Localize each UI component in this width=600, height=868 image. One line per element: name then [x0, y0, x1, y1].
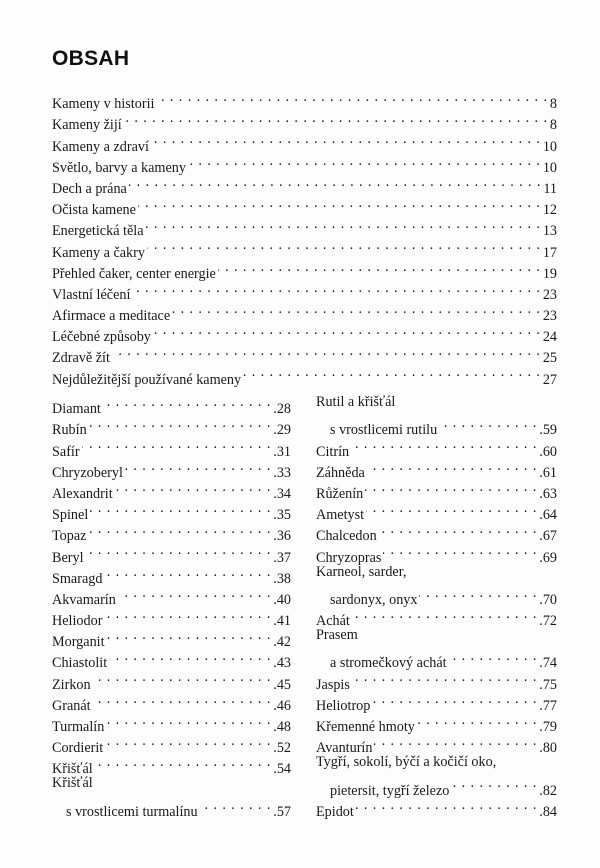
toc-entry-label: Křišťál: [52, 761, 93, 778]
dot-leader: [372, 689, 537, 710]
dot-leader: [147, 235, 541, 256]
toc-entry[interactable]: [316, 667, 557, 693]
toc-page-number: .33: [273, 464, 291, 481]
toc-page-number: .45: [273, 676, 291, 693]
dot-leader: [93, 667, 272, 688]
toc-entry-label: Granát: [52, 697, 91, 714]
toc-entry[interactable]: [52, 129, 557, 155]
toc-page-number: .48: [273, 719, 291, 735]
toc-page-number: .61: [539, 464, 557, 481]
toc-page-number: .75: [539, 676, 557, 693]
toc-entry[interactable]: [316, 689, 557, 714]
toc-page-number: .70: [539, 591, 557, 608]
toc-entry-label: Chryzoberyl: [52, 464, 123, 481]
toc-entry[interactable]: [52, 519, 291, 545]
toc-entry-label: Přehled čaker, center energie: [52, 265, 216, 282]
toc-entry[interactable]: [52, 392, 291, 418]
dot-leader: [374, 731, 537, 752]
dot-leader: [104, 562, 271, 583]
toc-page-number: .42: [273, 634, 291, 651]
toc-entry-label: Prasem: [316, 627, 358, 644]
toc-entry[interactable]: [52, 413, 291, 439]
toc-page-number: 10: [542, 138, 557, 155]
toc-page-number: .35: [273, 507, 291, 524]
toc-page-number: 19: [542, 265, 557, 282]
toc-entry-label: s vrostlicemi rutilu: [330, 422, 438, 439]
toc-entry-label: Jaspis: [316, 676, 350, 693]
toc-entry-label: Zdravě žít: [52, 350, 110, 367]
toc-entry-label: Zirkon: [52, 676, 91, 693]
dot-leader: [138, 193, 541, 214]
toc-entry-label: Smaragd: [52, 570, 103, 587]
toc-page-number: .52: [273, 740, 291, 757]
toc-entry-label: Rubín: [52, 422, 87, 439]
dot-leader: [82, 434, 272, 455]
dot-leader: [124, 108, 548, 129]
toc-entry[interactable]: [52, 456, 291, 481]
dot-leader: [103, 392, 271, 413]
dot-leader: [417, 710, 537, 731]
stones-list-right: [316, 392, 557, 820]
toc-entry-label: Očista kamene: [52, 202, 136, 219]
dot-leader: [90, 498, 271, 519]
dot-leader: [95, 752, 272, 773]
toc-page-number: .54: [273, 761, 291, 778]
dot-leader: [109, 646, 271, 667]
dot-leader: [439, 413, 537, 434]
toc-entry-heading[interactable]: [316, 562, 557, 583]
toc-page-number: .82: [539, 782, 557, 799]
toc-page-number: 27: [542, 371, 557, 388]
toc-entry[interactable]: [52, 87, 557, 113]
dot-leader: [200, 795, 272, 816]
toc-page-number: .69: [539, 549, 557, 566]
toc-entry-label: Achát: [316, 613, 350, 630]
toc-entry[interactable]: [52, 108, 557, 134]
toc-page-number: 12: [542, 202, 557, 219]
dot-leader: [172, 299, 541, 320]
toc-page-number: .40: [273, 591, 291, 608]
toc-entry-label: Diamant: [52, 401, 101, 418]
toc-page-number: 8: [549, 117, 557, 134]
dot-leader: [218, 257, 541, 278]
toc-entry-label: Chalcedon: [316, 528, 377, 545]
toc-entry[interactable]: [52, 562, 291, 587]
toc-entry[interactable]: [316, 773, 557, 799]
dot-leader: [352, 604, 537, 625]
dot-leader: [106, 710, 271, 731]
toc-entry-label: Spinel: [52, 507, 89, 524]
dot-leader: [243, 362, 541, 383]
toc-page-number: 25: [542, 350, 557, 367]
toc-entry-label: pietersit, tygří železo: [330, 782, 450, 799]
toc-entry-label: Kameny a čakry: [52, 244, 145, 261]
toc-page-number: 23: [542, 308, 557, 325]
dot-leader: [449, 646, 538, 667]
toc-entry-label: sardonyx, onyx: [330, 591, 418, 608]
toc-entry-label: Afirmace a meditace: [52, 308, 171, 325]
toc-page-number: .29: [273, 422, 291, 439]
toc-entry-label: Turmalín: [52, 719, 105, 735]
toc-page-number: 8: [549, 96, 557, 113]
dot-leader: [105, 731, 271, 752]
toc-entry-label: Růženín: [316, 485, 364, 502]
toc-entry[interactable]: [52, 795, 291, 820]
toc-page-number: .79: [539, 719, 557, 735]
toc-page-number: .60: [539, 443, 557, 460]
toc-entry-label: Chiastolit: [52, 655, 108, 672]
toc-page-number: .72: [539, 613, 557, 630]
toc-page-number: 11: [543, 180, 557, 197]
toc-page-number: .38: [273, 570, 291, 587]
toc-entry-label: Karneol, sarder,: [316, 563, 407, 580]
toc-entry-label: Akvamarín: [52, 591, 116, 608]
toc-entry[interactable]: [316, 456, 557, 481]
dot-leader: [365, 477, 537, 498]
toc-page-number: .59: [539, 422, 557, 439]
dot-leader: [351, 434, 537, 455]
toc-page-number: .37: [273, 549, 291, 566]
toc-entry-label: Kameny v historii: [52, 96, 155, 113]
dot-leader: [112, 341, 541, 362]
toc-page-number: .80: [539, 740, 557, 757]
toc-entry-heading[interactable]: [52, 773, 291, 794]
toc-page-number: .34: [273, 485, 291, 502]
page-title: OBSAH: [52, 47, 130, 70]
toc-entry-label: Záhněda: [316, 464, 365, 481]
toc-entry-label: Tygří, sokolí, býčí a kočičí oko,: [316, 754, 497, 771]
dot-leader: [107, 625, 272, 646]
toc-entry-label: Dech a prána: [52, 180, 127, 197]
dot-leader: [352, 667, 537, 688]
toc-entry-label: Avanturín: [316, 740, 373, 757]
toc-entry-label: s vrostlicemi turmalínu: [66, 803, 198, 820]
dot-leader: [356, 795, 537, 816]
main-contents-list: [52, 87, 557, 388]
toc-entry-label: Beryl: [52, 549, 84, 566]
toc-page-number: .64: [539, 507, 557, 524]
toc-page-number: .46: [273, 697, 291, 714]
dot-leader: [367, 456, 537, 477]
dot-leader: [419, 583, 537, 604]
dot-leader: [379, 519, 538, 540]
dot-leader: [451, 773, 537, 794]
toc-entry-heading[interactable]: [316, 625, 557, 646]
toc-entry[interactable]: [316, 604, 557, 630]
toc-entry-label: Světlo, barvy a kameny: [52, 159, 186, 176]
dot-leader: [156, 87, 547, 108]
dot-leader: [132, 278, 540, 299]
toc-page-number: .77: [539, 697, 557, 714]
toc-entry-label: Heliodor: [52, 613, 103, 630]
toc-entry-label: Křišťál: [52, 775, 93, 792]
toc-page-number: .43: [273, 655, 291, 672]
toc-entry-label: Křemenné hmoty: [316, 719, 415, 735]
toc-entry-label: Morganit: [52, 634, 105, 651]
dot-leader: [88, 519, 271, 540]
toc-entry-label: Topaz: [52, 528, 87, 545]
dot-leader: [366, 498, 537, 519]
dot-leader: [115, 477, 272, 498]
toc-entry[interactable]: [316, 646, 557, 672]
toc-page-number: .31: [273, 443, 291, 460]
dot-leader: [129, 172, 541, 193]
dot-leader: [93, 689, 272, 710]
toc-page-number: .28: [273, 401, 291, 418]
dot-leader: [383, 540, 537, 561]
toc-entry[interactable]: [316, 413, 557, 439]
toc-entry-label: Alexandrit: [52, 485, 113, 502]
toc-entry[interactable]: [52, 434, 291, 460]
toc-entry-label: Epidot: [316, 803, 354, 820]
toc-page-number: 10: [542, 159, 557, 176]
toc-entry-label: Kameny a zdraví: [52, 138, 149, 155]
toc-entry-label: Citrín: [316, 443, 350, 460]
toc-entry-label: a stromečkový achát: [330, 655, 447, 672]
toc-entry-heading[interactable]: [316, 392, 557, 413]
toc-page-number: 17: [542, 244, 557, 261]
toc-entry-label: Léčebné způsoby: [52, 329, 151, 346]
toc-entry-label: Heliotrop: [316, 697, 371, 714]
dot-leader: [188, 151, 541, 172]
toc-entry-label: Nejdůležitější používané kameny: [52, 371, 242, 388]
toc-page-number: .84: [539, 803, 557, 820]
toc-entry[interactable]: [316, 434, 557, 460]
toc-entry-label: Chryzopras: [316, 549, 382, 566]
dot-leader: [153, 320, 541, 341]
toc-entry[interactable]: [316, 583, 557, 608]
toc-page-number: 23: [542, 286, 557, 303]
dot-leader: [86, 540, 272, 561]
toc-page-number: .41: [273, 613, 291, 630]
toc-entry-label: Energetická těla: [52, 223, 144, 240]
toc-entry[interactable]: [52, 193, 557, 219]
dot-leader: [104, 604, 271, 625]
toc-entry-heading[interactable]: [316, 752, 557, 773]
toc-page-number: .67: [539, 528, 557, 545]
dot-leader: [146, 214, 541, 235]
toc-entry-label: Vlastní léčení: [52, 286, 131, 303]
toc-entry[interactable]: [52, 341, 557, 367]
toc-page-number: .36: [273, 528, 291, 545]
toc-entry-label: Safír: [52, 443, 80, 460]
dot-leader: [118, 583, 271, 604]
dot-leader: [125, 456, 271, 477]
toc-page-number: 24: [542, 329, 557, 346]
toc-entry-label: Kameny žijí: [52, 117, 122, 134]
toc-page-number: .63: [539, 485, 557, 502]
toc-page-number: .74: [539, 655, 557, 672]
toc-page-number: .57: [273, 803, 291, 820]
stones-list-left: [52, 392, 291, 820]
dot-leader: [89, 413, 272, 434]
toc-entry-label: Cordierit: [52, 740, 104, 757]
toc-page-number: 13: [542, 223, 557, 240]
toc-entry[interactable]: [52, 540, 291, 566]
toc-entry[interactable]: [52, 362, 557, 388]
toc-entry-label: Ametyst: [316, 507, 365, 524]
dot-leader: [151, 129, 541, 150]
toc-entry-label: Rutil a křišťál: [316, 394, 396, 410]
